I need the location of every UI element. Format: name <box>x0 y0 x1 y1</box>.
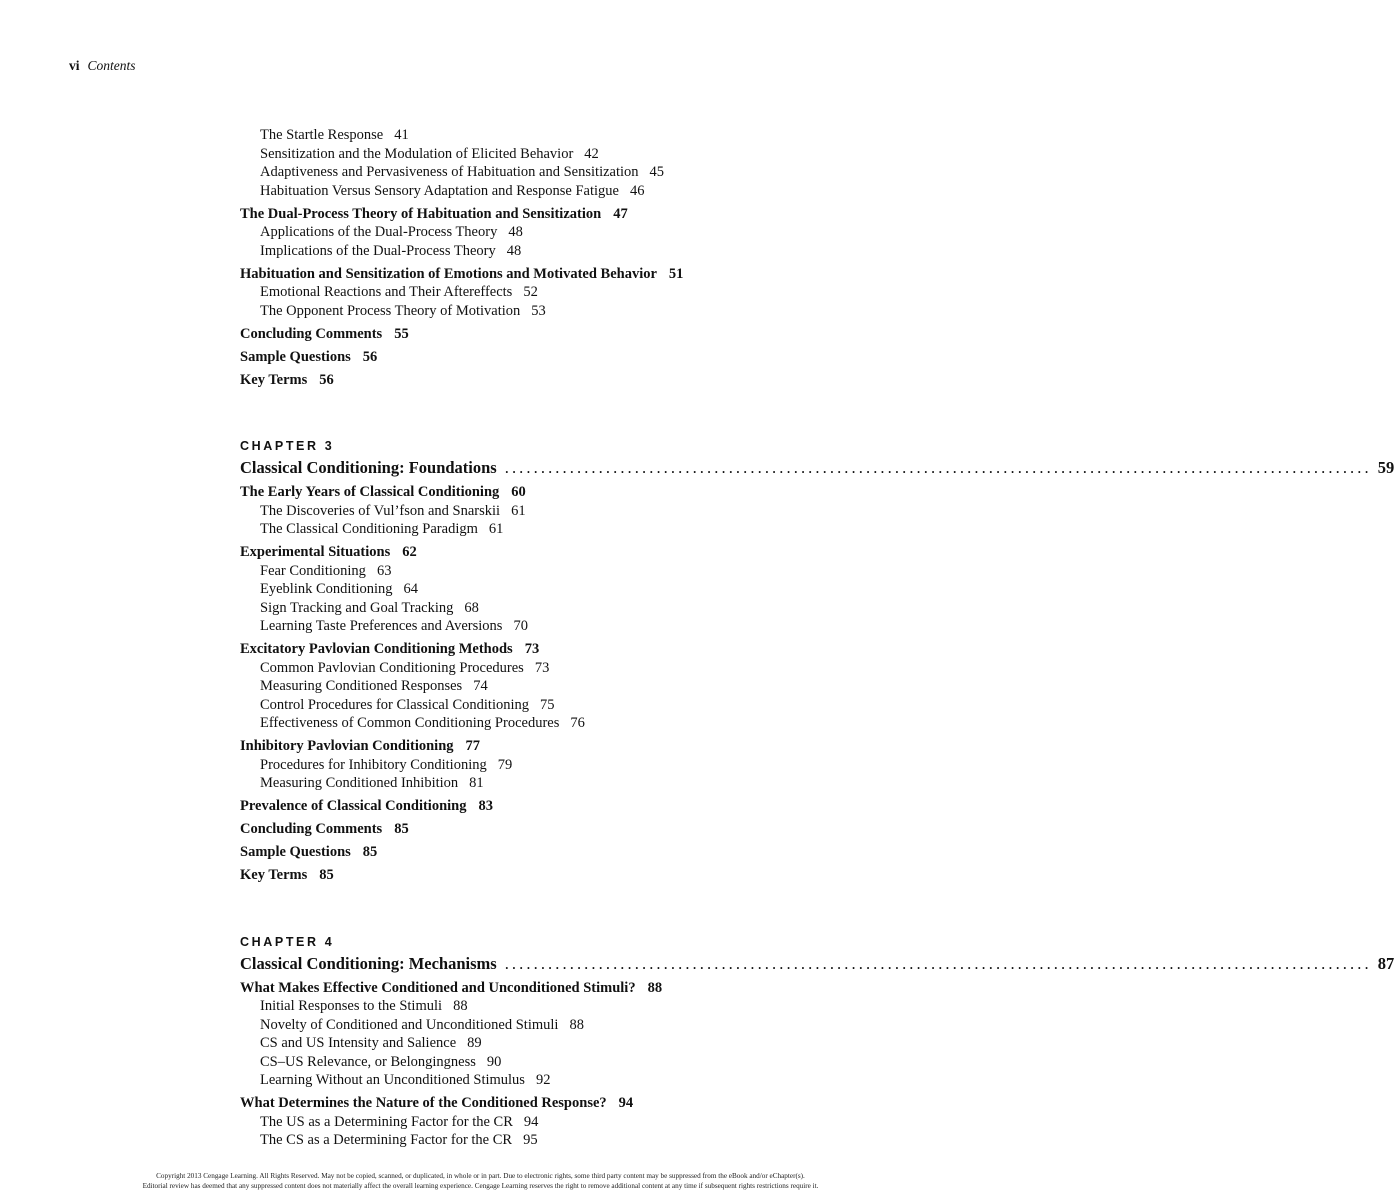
toc-section-group <box>240 543 840 636</box>
subsection-title: Fear Conditioning <box>260 562 366 579</box>
section-title: Key Terms <box>240 371 308 388</box>
toc-section-group <box>240 348 840 367</box>
toc-subsection[interactable] <box>240 562 840 581</box>
toc-section-heading[interactable] <box>240 843 840 862</box>
subsection-page-number: 88 <box>569 1016 584 1033</box>
subsection-page-number: 89 <box>467 1035 482 1051</box>
subsection-title: The Discoveries of Vul’fson and Snarskii <box>260 502 501 519</box>
toc-section-group <box>240 205 840 261</box>
toc-section-heading[interactable] <box>240 797 840 816</box>
toc-subsection[interactable] <box>240 145 840 164</box>
section-page-number: 85 <box>319 867 334 883</box>
toc-section-group <box>240 843 840 862</box>
subsection-title: Eyeblink Conditioning <box>260 581 393 597</box>
section-page-number: 60 <box>511 484 526 500</box>
toc-subsection[interactable] <box>240 302 840 321</box>
subsection-page-number: 61 <box>511 502 526 519</box>
section-page-number: 73 <box>524 641 540 657</box>
toc-subsection[interactable] <box>240 242 840 261</box>
dot-leader: ........................................................................................................................ <box>504 953 1372 973</box>
toc-section-group <box>240 640 840 733</box>
table-of-contents <box>240 126 1394 1154</box>
toc-section-group <box>240 866 840 885</box>
toc-section-group <box>240 1094 840 1150</box>
chapter-title-row[interactable] <box>240 953 1394 974</box>
copyright-line-1: Copyright 2013 Cengage Learning. All Rights Reserved. May not be copied, scanned, or duplicated, in whole or in part. Due to electronic rights, some third party content may be suppressed from the eBook and/or eChapter(s). <box>156 1172 805 1180</box>
toc-section-heading[interactable] <box>240 640 840 659</box>
toc-subsection[interactable] <box>240 1016 840 1035</box>
toc-subsection[interactable] <box>240 163 840 182</box>
subsection-title: Procedures for Inhibitory Conditioning <box>260 756 487 773</box>
toc-section-heading[interactable] <box>240 737 840 756</box>
toc-subsection[interactable] <box>240 659 840 678</box>
toc-section-group <box>240 325 840 344</box>
subsection-title: Common Pavlovian Conditioning Procedures <box>260 659 524 676</box>
chapter-title-row[interactable] <box>240 457 1394 478</box>
toc-subsection[interactable] <box>240 997 840 1016</box>
toc-section-group <box>240 737 840 793</box>
section-title: Sample Questions <box>240 844 351 860</box>
subsection-title: Measuring Conditioned Inhibition <box>260 775 459 791</box>
copyright-footer <box>0 1172 961 1191</box>
toc-section-group <box>240 265 840 321</box>
section-page-number: 56 <box>362 348 378 365</box>
toc-subsection[interactable] <box>240 283 840 302</box>
subsection-page-number: 45 <box>649 164 665 180</box>
section-page-number: 85 <box>394 821 409 837</box>
subsection-page-number: 52 <box>523 284 538 300</box>
toc-section-group <box>240 126 840 200</box>
subsection-title: Sensitization and the Modulation of Elicited Behavior <box>260 145 574 162</box>
section-title: Habituation and Sensitization of Emotions and Motivated Behavior <box>240 265 657 282</box>
toc-section-group <box>240 483 840 539</box>
toc-subsection[interactable] <box>240 580 840 599</box>
section-page-number: 88 <box>647 979 663 996</box>
chapter-title: Classical Conditioning: Mechanisms <box>240 953 497 973</box>
subsection-page-number: 92 <box>535 1072 551 1088</box>
toc-subsection[interactable] <box>240 520 840 539</box>
toc-subsection[interactable] <box>240 1071 840 1090</box>
subsection-page-number: 46 <box>629 182 645 199</box>
subsection-page-number: 70 <box>513 618 528 634</box>
toc-chapter <box>240 126 840 389</box>
subsection-title: Initial Responses to the Stimuli <box>260 998 443 1014</box>
section-title: Sample Questions <box>240 348 351 365</box>
dot-leader: ........................................................................................................................ <box>504 458 1372 477</box>
section-page-number: 77 <box>465 738 481 754</box>
section-page-number: 55 <box>394 325 409 342</box>
subsection-page-number: 90 <box>486 1053 502 1070</box>
copyright-line-2: Editorial review has deemed that any suppressed content does not materially affect the overall learning experience. Cengage Learning reserves the right to remove additional content at any time if subsequent rights restrictions require it. <box>142 1181 819 1190</box>
section-title: What Makes Effective Conditioned and Unconditioned Stimuli? <box>240 979 636 996</box>
subsection-title: Emotional Reactions and Their Aftereffects <box>260 284 513 300</box>
toc-section-heading[interactable] <box>240 265 840 284</box>
subsection-page-number: 41 <box>394 127 409 143</box>
toc-subsection[interactable] <box>240 696 840 715</box>
subsection-page-number: 81 <box>469 775 484 791</box>
section-page-number: 85 <box>362 844 378 860</box>
toc-section-heading[interactable] <box>240 543 840 562</box>
chapter-page-number: 59 <box>1377 458 1394 477</box>
toc-section-heading[interactable] <box>240 820 840 839</box>
subsection-page-number: 61 <box>488 521 504 537</box>
section-title: Inhibitory Pavlovian Conditioning <box>240 738 454 754</box>
subsection-title: Habituation Versus Sensory Adaptation and Response Fatigue <box>260 182 619 199</box>
toc-chapter <box>240 934 1394 1150</box>
toc-subsection[interactable] <box>240 677 840 696</box>
toc-chapter <box>240 439 1394 885</box>
toc-section-heading[interactable] <box>240 866 840 885</box>
section-title: Key Terms <box>240 867 308 883</box>
toc-subsection[interactable] <box>240 774 840 793</box>
chapter-page-number: 87 <box>1377 953 1394 973</box>
toc-section-heading[interactable] <box>240 348 840 367</box>
subsection-title: Control Procedures for Classical Conditioning <box>260 696 530 713</box>
page-folio: vi <box>69 58 80 73</box>
subsection-page-number: 88 <box>453 998 468 1014</box>
toc-subsection[interactable] <box>240 599 840 618</box>
subsection-page-number: 68 <box>464 599 479 616</box>
toc-subsection[interactable] <box>240 1113 840 1132</box>
toc-subsection[interactable] <box>240 756 840 775</box>
subsection-page-number: 53 <box>531 302 546 319</box>
subsection-page-number: 74 <box>473 678 488 694</box>
section-title: Concluding Comments <box>240 821 383 837</box>
subsection-title: Novelty of Conditioned and Unconditioned Stimuli <box>260 1016 559 1033</box>
section-page-number: 47 <box>613 205 628 222</box>
subsection-page-number: 42 <box>584 145 599 162</box>
subsection-page-number: 73 <box>534 659 550 676</box>
toc-section-heading[interactable] <box>240 1094 840 1113</box>
subsection-title: The Startle Response <box>260 127 384 143</box>
section-title: Excitatory Pavlovian Conditioning Methods <box>240 641 513 657</box>
toc-section-heading[interactable] <box>240 205 840 224</box>
toc-subsection[interactable] <box>240 617 840 636</box>
toc-subsection[interactable] <box>240 1034 840 1053</box>
subsection-title: Implications of the Dual-Process Theory <box>260 242 496 259</box>
section-title: The Early Years of Classical Conditioning <box>240 484 500 500</box>
toc-subsection[interactable] <box>240 1053 840 1072</box>
subsection-page-number: 75 <box>540 696 555 713</box>
subsection-title: Sign Tracking and Goal Tracking <box>260 599 454 616</box>
subsection-title: Applications of the Dual-Process Theory <box>260 224 498 240</box>
section-page-number: 56 <box>319 371 334 388</box>
toc-section-group <box>240 979 840 1090</box>
toc-subsection[interactable] <box>240 223 840 242</box>
section-page-number: 94 <box>618 1095 634 1111</box>
section-page-number: 51 <box>668 265 684 282</box>
subsection-title: CS and US Intensity and Salience <box>260 1035 457 1051</box>
chapter-label: CHAPTER 3 <box>240 439 335 453</box>
toc-section-heading[interactable] <box>240 371 840 390</box>
subsection-title: Effectiveness of Common Conditioning Procedures <box>260 715 560 731</box>
section-title: Prevalence of Classical Conditioning <box>240 798 467 814</box>
subsection-page-number: 48 <box>506 242 522 259</box>
section-title: Experimental Situations <box>240 544 391 560</box>
section-title: Concluding Comments <box>240 325 383 342</box>
toc-subsection[interactable] <box>240 502 840 521</box>
toc-subsection[interactable] <box>240 714 840 733</box>
toc-section-group <box>240 797 840 816</box>
running-head-section: Contents <box>87 58 136 73</box>
toc-subsection[interactable] <box>240 182 840 201</box>
running-head <box>69 57 136 75</box>
subsection-title: Measuring Conditioned Responses <box>260 678 463 694</box>
subsection-title: The US as a Determining Factor for the CR <box>260 1113 513 1130</box>
subsection-page-number: 48 <box>508 224 523 240</box>
subsection-title: The Opponent Process Theory of Motivation <box>260 302 521 319</box>
section-page-number: 83 <box>478 798 493 814</box>
subsection-title: The CS as a Determining Factor for the CR <box>260 1132 513 1148</box>
toc-section-heading[interactable] <box>240 325 840 344</box>
subsection-title: The Classical Conditioning Paradigm <box>260 521 478 537</box>
toc-subsection[interactable] <box>240 126 840 145</box>
chapter-label: CHAPTER 4 <box>240 934 335 949</box>
chapter-title: Classical Conditioning: Foundations <box>240 458 497 477</box>
subsection-page-number: 76 <box>570 715 585 731</box>
toc-section-heading[interactable] <box>240 979 840 998</box>
subsection-page-number: 64 <box>403 581 419 597</box>
section-title: The Dual-Process Theory of Habituation and Sensitization <box>240 205 602 222</box>
subsection-page-number: 63 <box>376 562 392 579</box>
subsection-page-number: 94 <box>523 1113 539 1130</box>
subsection-title: Learning Without an Unconditioned Stimulus <box>260 1072 525 1088</box>
toc-section-group <box>240 820 840 839</box>
subsection-page-number: 79 <box>497 756 513 773</box>
toc-section-heading[interactable] <box>240 483 840 502</box>
subsection-title: CS–US Relevance, or Belongingness <box>260 1053 476 1070</box>
subsection-title: Learning Taste Preferences and Aversions <box>260 618 503 634</box>
toc-section-group <box>240 371 840 390</box>
section-title: What Determines the Nature of the Conditioned Response? <box>240 1095 607 1111</box>
subsection-title: Adaptiveness and Pervasiveness of Habituation and Sensitization <box>260 164 639 180</box>
subsection-page-number: 95 <box>523 1132 538 1148</box>
toc-subsection[interactable] <box>240 1131 840 1150</box>
section-page-number: 62 <box>402 544 417 560</box>
